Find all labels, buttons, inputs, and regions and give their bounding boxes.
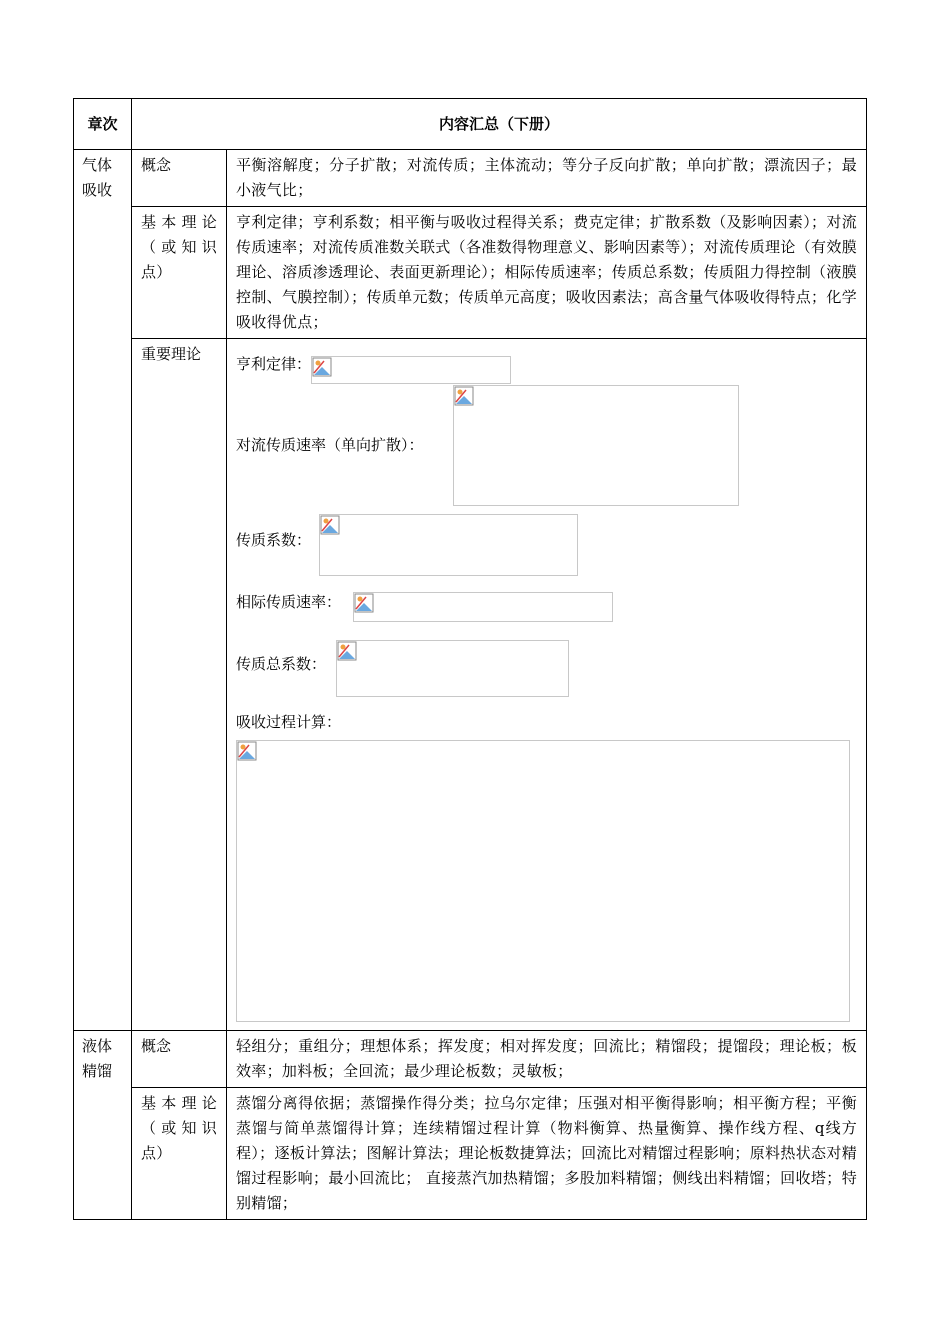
coefficient-formula <box>236 514 636 577</box>
broken-image-icon <box>312 357 332 377</box>
overall-formula <box>236 640 656 698</box>
absorption-concept-row <box>74 150 867 207</box>
overall-label: 传质总系数： <box>236 655 327 673</box>
chapter-absorption: 气体 吸收 <box>74 150 132 1031</box>
coefficient-label: 传质系数： <box>236 531 312 549</box>
distillation-basic-row <box>74 1088 867 1220</box>
important-theory-cell <box>227 339 867 1031</box>
broken-image-icon <box>354 593 374 613</box>
formula-image <box>453 385 739 506</box>
chapter-distillation: 液体 精馏 <box>74 1031 132 1220</box>
formula-image <box>319 514 578 576</box>
formula-list <box>236 342 857 1022</box>
absorption-basic-row <box>74 207 867 339</box>
distillation-concept-row <box>74 1031 867 1088</box>
concept-label: 概念 <box>132 150 227 207</box>
absorption-important-row <box>74 339 867 1031</box>
concept-label: 概念 <box>132 1031 227 1088</box>
calc-formula-image <box>236 740 850 1022</box>
henry-label: 亨利定律： <box>236 354 312 373</box>
basic-theory-text: 蒸馏分离得依据；蒸馏操作得分类；拉乌尔定律；压强对相平衡得影响；相平衡方程；平衡蒸馏与简单蒸馏得计算；连续精馏过程计算（物料衡算、热量衡算、操作线方程、q线方程）；逐板计算法；图解计算法；理论板数捷算法；回流比对精馏过程影响；原料热状态对精馏过程影响；最小回流比； 直接蒸汽加热精馏；多股加料精馏；侧线出料精馏；回收塔；特别精馏； <box>227 1088 867 1220</box>
formula-image <box>336 640 569 697</box>
formula-image <box>311 356 511 384</box>
broken-image-icon <box>454 386 474 406</box>
header-content: 内容汇总（下册） <box>132 99 867 150</box>
broken-image-icon <box>237 741 257 761</box>
basic-theory-label: 基本理论（或知识点） <box>132 1088 227 1220</box>
basic-theory-label: 基本理论（或知识点） <box>132 207 227 339</box>
important-theory-label: 重要理论 <box>132 339 227 1031</box>
henry-formula <box>236 344 511 384</box>
basic-theory-text: 亨利定律；亨利系数；相平衡与吸收过程得关系；费克定律；扩散系数（及影响因素）；对流传质速率；对流传质准数关联式（各准数得物理意义、影响因素等）；对流传质理论（有效膜理论、溶质渗透理论、表面更新理论）；相际传质速率；传质总系数；传质阻力得控制（液膜控制、气膜控制）；传质单元数；传质单元高度；吸收因素法；高含量气体吸收得特点；化学吸收得优点； <box>227 207 867 339</box>
header-chapter: 章次 <box>74 99 132 150</box>
broken-image-icon <box>337 641 357 661</box>
convective-label: 对流传质速率（单向扩散）： <box>236 436 424 454</box>
convective-formula <box>236 385 756 507</box>
calc-label: 吸收过程计算： <box>236 713 342 731</box>
formula-image <box>353 592 613 622</box>
concept-text: 平衡溶解度；分子扩散；对流传质；主体流动；等分子反向扩散；单向扩散；漂流因子；最小液气比； <box>227 150 867 207</box>
concept-text: 轻组分；重组分；理想体系；挥发度；相对挥发度；回流比；精馏段；提馏段；理论板；板效率；加料板；全回流；最少理论板数；灵敏板； <box>227 1031 867 1088</box>
broken-image-icon <box>320 515 340 535</box>
interphase-label: 相际传质速率： <box>236 593 342 611</box>
interphase-formula <box>236 590 656 622</box>
header-row <box>74 99 867 150</box>
summary-table <box>73 98 867 1220</box>
